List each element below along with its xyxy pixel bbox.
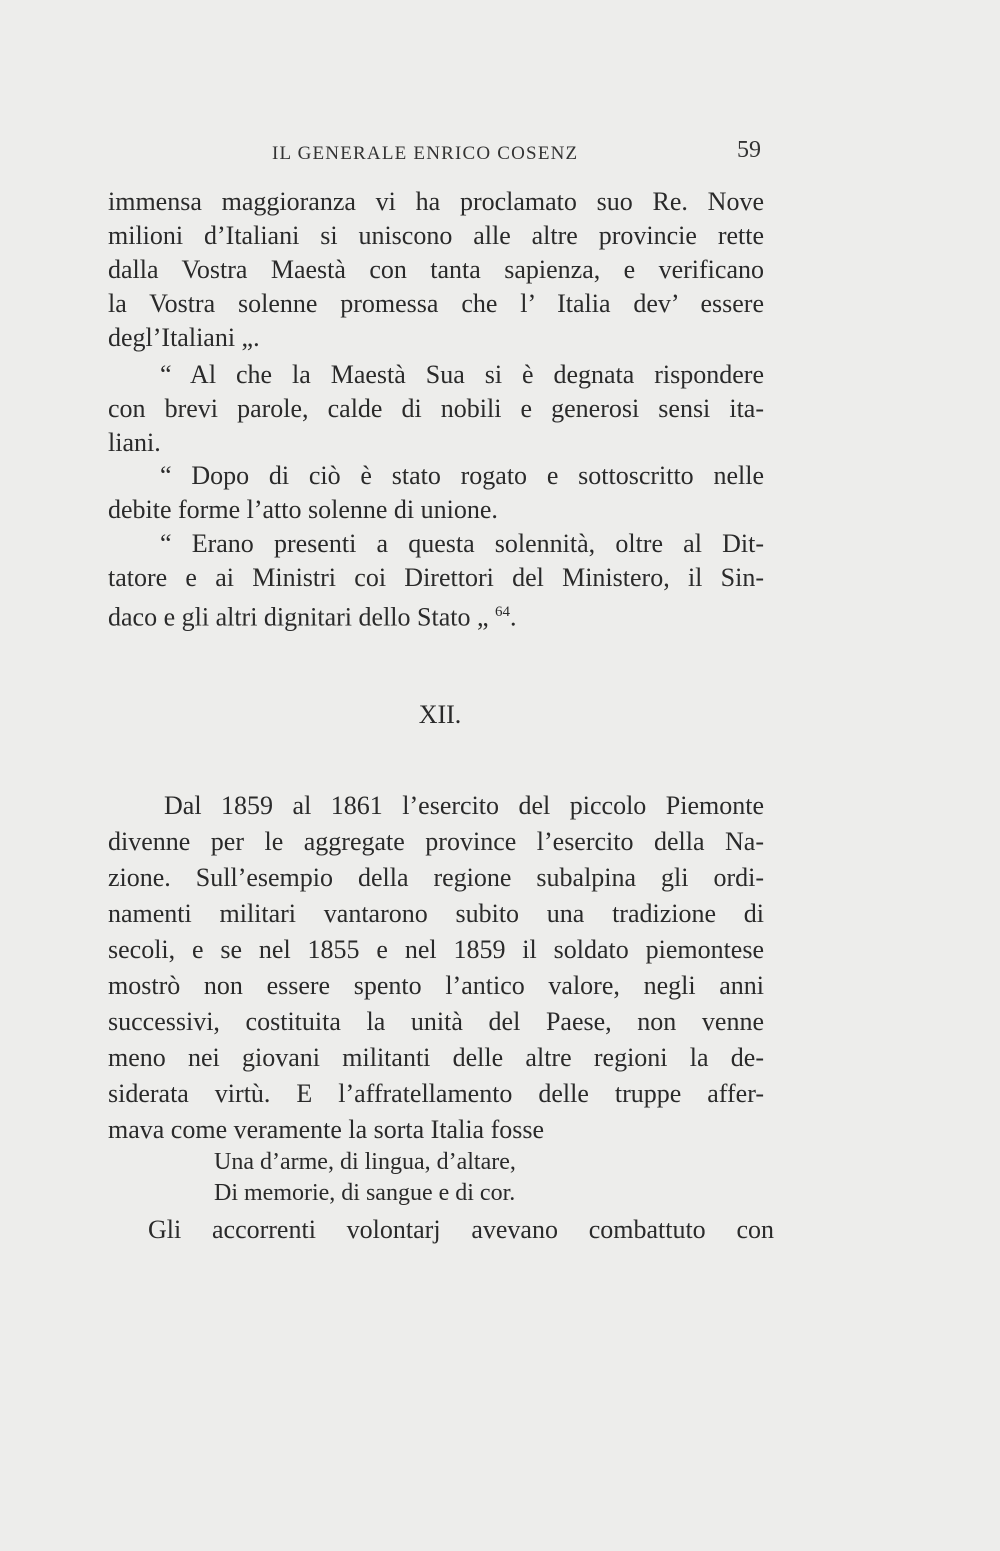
running-head: IL GENERALE ENRICO COSENZ xyxy=(272,143,579,164)
text-line: dalla Vostra Maestà con tanta sapienza, e verificano xyxy=(108,255,764,284)
text-line: Dal 1859 al 1861 l’esercito del piccolo Piemonte xyxy=(164,791,764,820)
text-line: secoli, e se nel 1855 e nel 1859 il soldato piemontese xyxy=(108,935,764,964)
text-line-with-footnote xyxy=(108,596,764,634)
page-number: 59 xyxy=(737,137,761,163)
text-line: namenti militari vantarono subito una tradizione di xyxy=(108,899,764,928)
text-line: tatore e ai Ministri coi Direttori del Ministero, il Sin- xyxy=(108,563,764,592)
text-line: Gli accorrenti volontarj avevano combattuto con xyxy=(148,1215,774,1244)
text-line: mava come veramente la sorta Italia fosse xyxy=(108,1115,545,1144)
text-line: meno nei giovani militanti delle altre regioni la de- xyxy=(108,1043,764,1072)
verse-line: Di memorie, di sangue e di cor. xyxy=(214,1180,516,1206)
text-line: degl’Italiani „. xyxy=(108,323,260,352)
text-line: “ Al che la Maestà Sua si è degnata rispondere xyxy=(160,360,764,389)
footnote-line-text: daco e gli altri dignitari dello Stato „ xyxy=(108,602,496,632)
text-line: divenne per le aggregate province l’esercito della Na- xyxy=(108,827,764,856)
text-line: liani. xyxy=(108,428,161,457)
text-line: immensa maggioranza vi ha proclamato suo Re. Nove xyxy=(108,187,764,216)
footnote-ref: 64 xyxy=(495,604,511,620)
text-line: successivi, costituita la unità del Paese, non venne xyxy=(108,1007,764,1036)
text-line: “ Dopo di ciò è stato rogato e sottoscritto nelle xyxy=(160,461,764,490)
text-line: la Vostra solenne promessa che l’ Italia dev’ essere xyxy=(108,289,764,318)
footnote-line-tail: . xyxy=(510,602,517,632)
verse-line: Una d’arme, di lingua, d’altare, xyxy=(214,1149,516,1175)
text-line: debite forme l’atto solenne di unione. xyxy=(108,495,498,524)
text-line: zione. Sull’esempio della regione subalpina gli ordi- xyxy=(108,863,764,892)
text-line: siderata virtù. E l’affratellamento delle truppe affer- xyxy=(108,1079,764,1108)
text-line: milioni d’Italiani si uniscono alle altre provincie rette xyxy=(108,221,764,250)
text-line: “ Erano presenti a questa solennità, oltre al Dit- xyxy=(160,529,764,558)
text-line: con brevi parole, calde di nobili e generosi sensi ita- xyxy=(108,394,764,423)
text-line: mostrò non essere spento l’antico valore, negli anni xyxy=(108,971,764,1000)
section-heading: XII. xyxy=(418,700,462,729)
